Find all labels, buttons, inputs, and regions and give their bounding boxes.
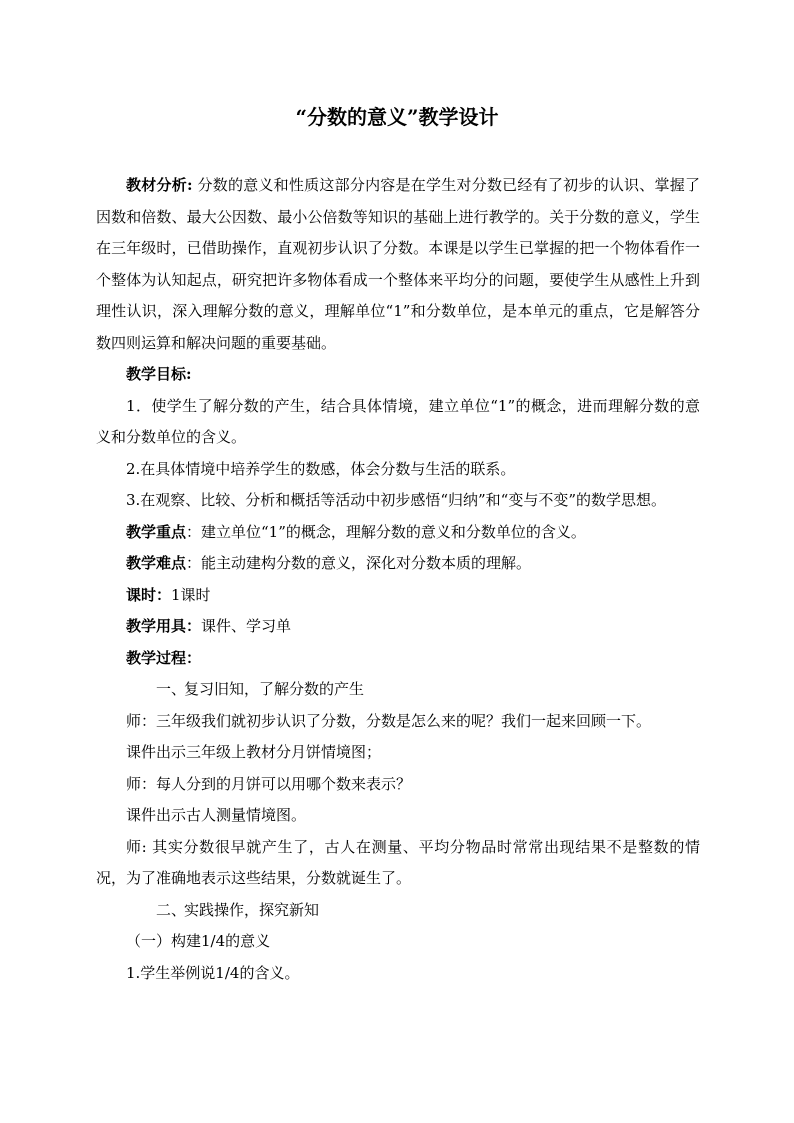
tools-text: 课件、学习单 — [201, 617, 292, 635]
section-title: 实践操作，探究新知 — [184, 900, 320, 919]
process-line: 师：每人分到的月饼可以用哪个数来表示？ — [126, 774, 412, 793]
tools-label: 教学用具： — [126, 617, 202, 635]
difficulty-label: 教学难点 — [126, 554, 187, 572]
key-point-text: ：建立单位“1”的概念，理解分数的意义和分数单位的含义。 — [186, 522, 586, 541]
process-line: 1.学生举例说1/4的含义。 — [126, 963, 300, 982]
objective-item: 1．使学生了解分数的产生，结合具体情境，建立单位“1”的概念，进而理解分数的意义和分数单位的含义。 — [96, 396, 700, 446]
process-line: 师：三年级我们就初步认识了分数，分数是怎么来的呢？我们一起来回顾一下。 — [126, 711, 652, 730]
process-line: 课件出示三年级上教材分月饼情境图； — [126, 743, 382, 761]
class-hours-paragraph — [96, 580, 700, 612]
subsection-heading: （一）构建1/4的意义 — [126, 932, 271, 950]
difficulty-text: ：能主动建构分数的意义，深化对分数本质的理解。 — [186, 554, 532, 572]
analysis-label: 教材分析: — [126, 176, 193, 194]
objective-item: 2.在具体情境中培养学生的数感，体会分数与生活的联系。 — [126, 459, 516, 478]
objectives-heading: 教学目标: — [126, 365, 192, 383]
key-point-label: 教学重点 — [126, 522, 187, 541]
section-heading — [96, 674, 700, 706]
section-heading — [96, 895, 700, 927]
analysis-text: 分数的意义和性质这部分内容是在学生对分数已经有了初步的认识、掌握了因数和倍数、最大公因数、最小公倍数等知识的基础上进行教学的。关于分数的意义，学生在三年级时，已借助操作，直观初步认识了分数。本课是以学生已掌握的把一个物体看作一个整体为认知起点，研究把许多物体看成一个整体来平均分的问题，要使学生从感性上升到理性认识，深入理解分数的意义，理解单位“1”和分数单位，是本单元的重点，它是解答分数四则运算和解决问题的重要基础。 — [96, 176, 700, 352]
objective-item: 3.在观察、比较、分析和概括等活动中初步感悟“归纳”和“变与不变”的数学思想。 — [126, 491, 666, 509]
difficulty-paragraph — [96, 548, 700, 580]
process-heading: 教学过程： — [126, 648, 202, 667]
class-hours-label: 课时： — [126, 585, 172, 604]
process-line: 课件出示古人测量情境图。 — [126, 806, 307, 824]
tools-paragraph — [96, 611, 700, 643]
process-line: 师: 其实分数很早就产生了，古人在测量、平均分物品时常常出现结果不是整数的情况，为了准确地表示这些结果，分数就诞生了。 — [96, 837, 700, 887]
document-title: “分数的意义”教学设计 — [295, 105, 499, 129]
section-number: 一、 — [156, 680, 187, 698]
document-body — [96, 170, 700, 989]
class-hours-text: 1课时 — [171, 585, 211, 604]
analysis-paragraph — [96, 170, 700, 359]
key-point-paragraph — [96, 517, 700, 549]
section-number: 二、 — [156, 900, 187, 919]
section-title: 复习旧知，了解分数的产生 — [184, 680, 365, 698]
